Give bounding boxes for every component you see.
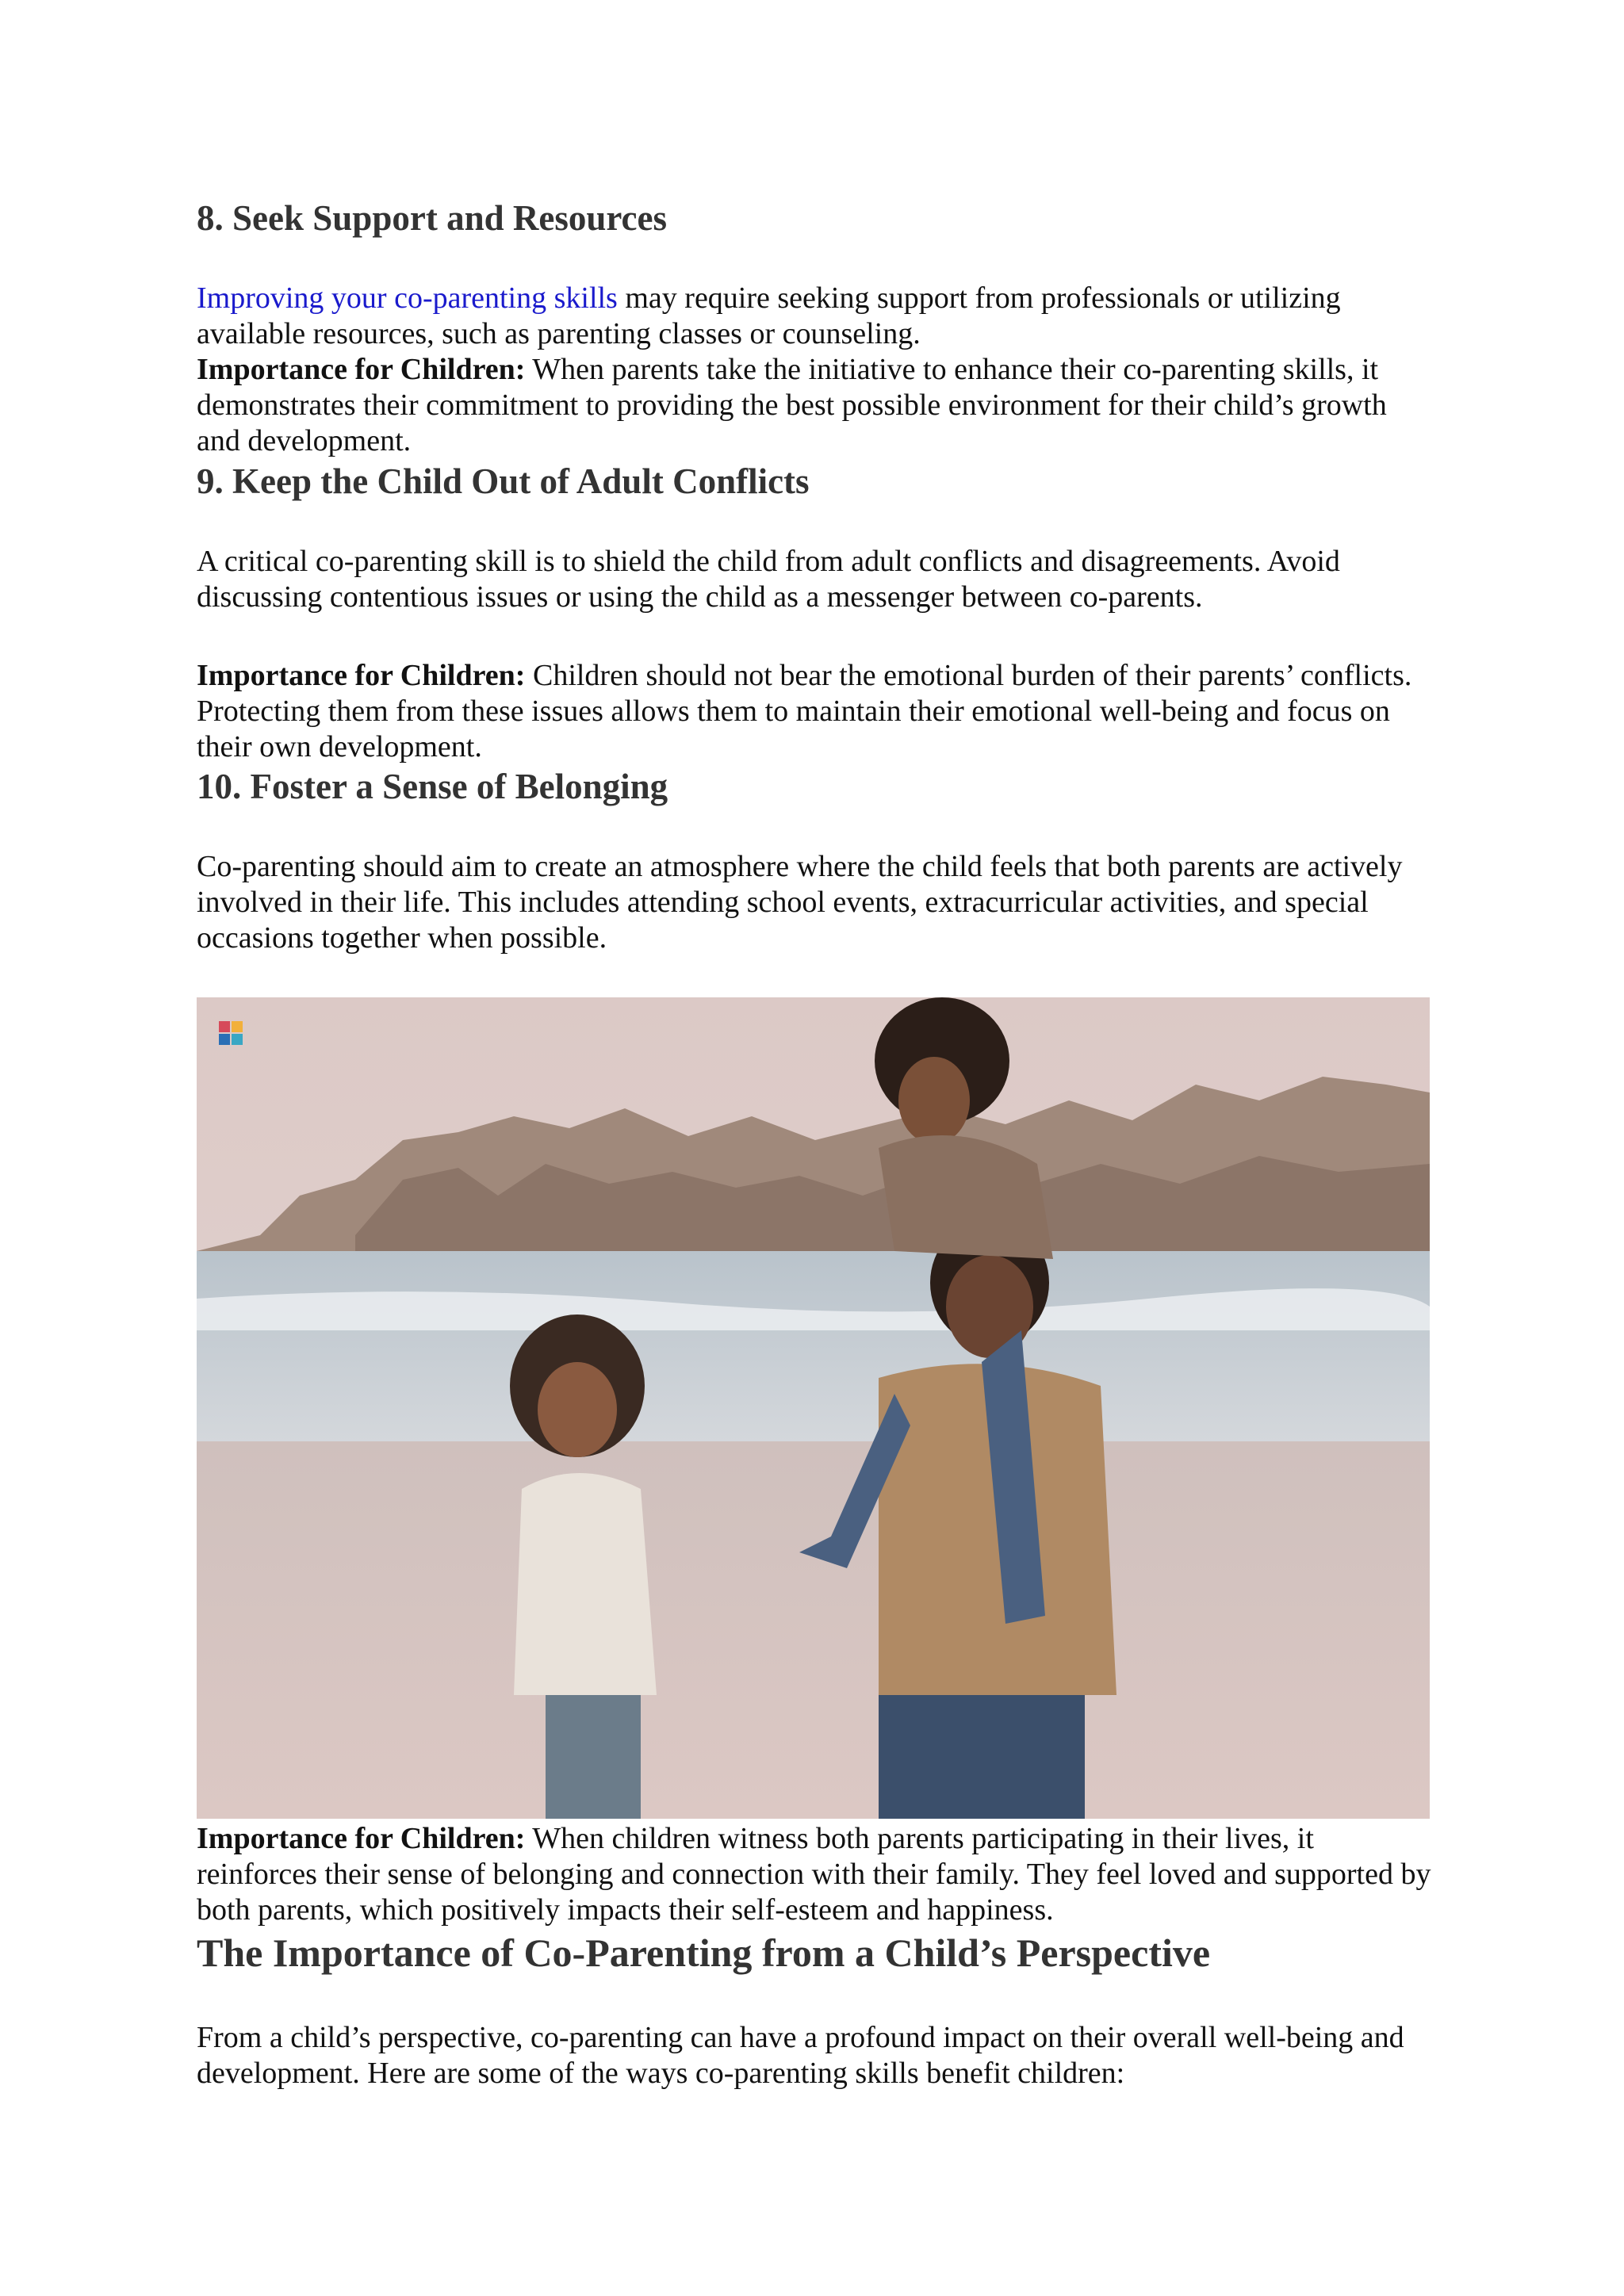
family-beach-photo	[197, 997, 1430, 1819]
importance-label: Importance for Children:	[197, 659, 526, 692]
perspective-body: From a child’s perspective, co-parenting can have a profound impact on their overall well-being and development. Here are some of the ways co-parenting skills benefit children:	[197, 2021, 1404, 2090]
section-10-importance	[197, 1821, 1434, 1928]
co-parenting-skills-link[interactable]: Improving your co-parenting skills	[197, 281, 618, 315]
section-9-body: A critical co-parenting skill is to shield the child from adult conflicts and disagreements. Avoid discussing contentious issues or using the child as a messenger between co-parents.	[197, 545, 1340, 614]
section-heading-8: 8. Seek Support and Resources	[197, 198, 667, 238]
importance-text: When parents take the initiative to enhance their co-parenting skills, it demonstrates their commitment to providing the best possible environment for their child’s growth and development.	[197, 353, 1387, 457]
importance-label: Importance for Children:	[197, 1822, 526, 1855]
section-9-importance	[197, 658, 1434, 765]
importance-text: When children witness both parents participating in their lives, it reinforces their sense of belonging and connection with their family. They feel loved and supported by both parents, which positively impacts their self-esteem and happiness.	[197, 1822, 1431, 1927]
section-heading-9: 9. Keep the Child Out of Adult Conflicts	[197, 461, 810, 501]
importance-label: Importance for Children:	[197, 353, 526, 386]
perspective-heading: The Importance of Co-Parenting from a Child’s Perspective	[197, 1931, 1211, 1975]
section-8-body-text: may require seeking support from professionals or utilizing available resources, such as parenting classes or counseling.	[197, 281, 1341, 350]
section-8-body	[197, 281, 1434, 459]
section-10-body: Co-parenting should aim to create an atmosphere where the child feels that both parents are actively involved in their life. This includes attending school events, extracurricular activities, and special occasions together when possible.	[197, 850, 1403, 955]
importance-text: Children should not bear the emotional burden of their parents’ conflicts. Protecting them from these issues allows them to maintain their emotional well-being and focus on their own development.	[197, 659, 1412, 763]
section-heading-10: 10. Foster a Sense of Belonging	[197, 767, 668, 806]
